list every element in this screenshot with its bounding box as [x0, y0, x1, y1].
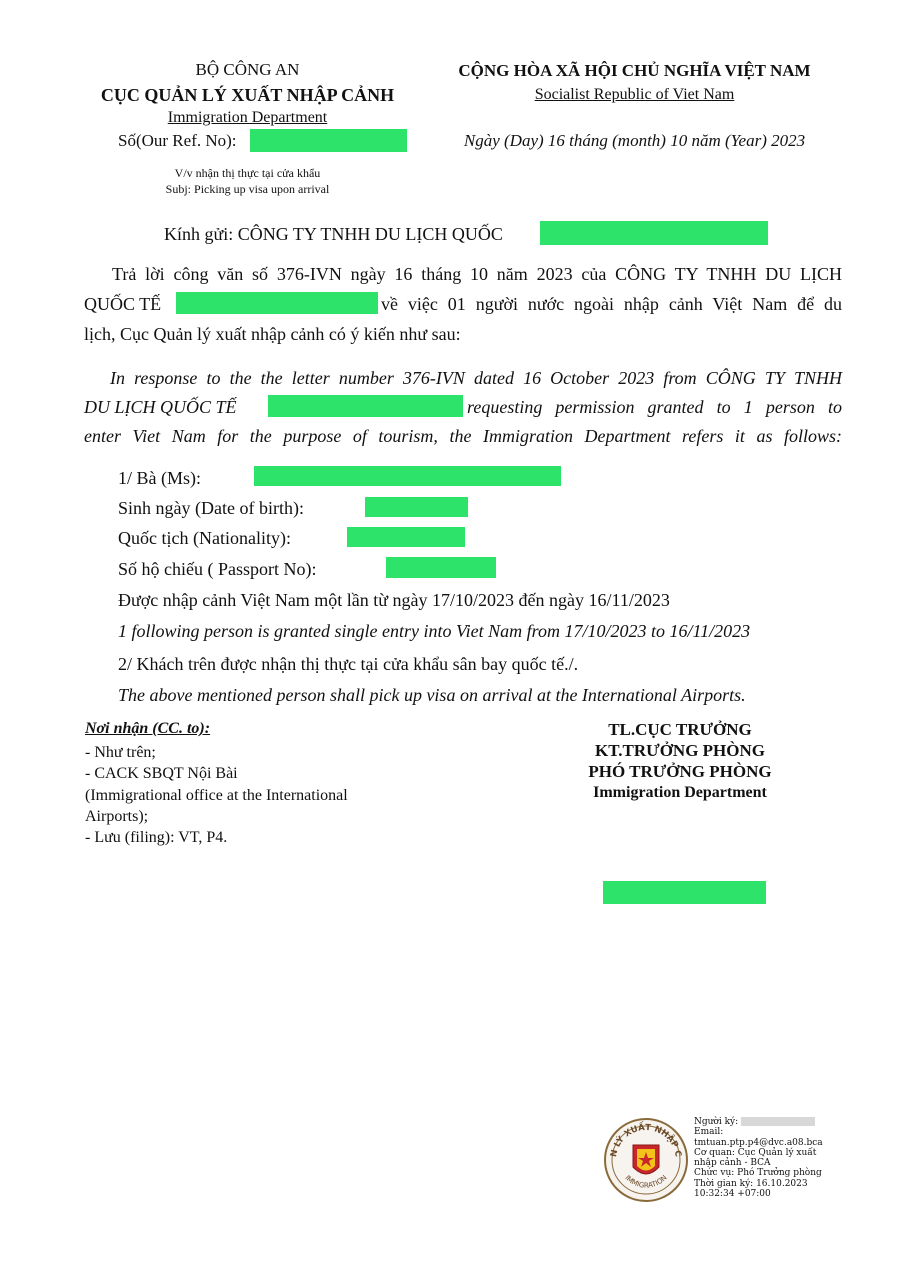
entry-vi: Được nhập cảnh Việt Nam một lần từ ngày 17/10/2023 đến ngày 16/11/2023 [118, 590, 670, 610]
agency-label: Cơ quan: [694, 1147, 735, 1158]
para-vi-line2b: về việc 01 người nước ngoài nhập cảnh Việt Nam để du [381, 294, 842, 314]
para-en-line3: enter Viet Nam for the purpose of tourism, the Immigration Department refers it as follows: [84, 426, 842, 446]
document-date: Ngày (Day) 16 tháng (month) 10 năm (Year) 2023 [463, 131, 806, 150]
dob-label: Sinh ngày (Date of birth): [118, 498, 304, 518]
redacted-company-name-3 [268, 395, 463, 417]
para-vi-line2a: QUỐC TẾ [84, 294, 162, 314]
seal-bottom-text: IMMIGRATION [623, 1173, 669, 1190]
greeting: Kính gửi: CÔNG TY TNHH DU LỊCH QUỐC [164, 224, 503, 244]
recipients-title: Nơi nhận (CC. to): [85, 720, 211, 737]
digital-signature-info [694, 1117, 823, 1199]
signer-label: Người ký: [694, 1117, 739, 1127]
time-value-2: 10:32:34 +07:00 [694, 1189, 771, 1200]
subject-vi: V/v nhận thị thực tại cửa khẩu [174, 166, 321, 180]
country-name-en: Socialist Republic of Viet Nam [534, 86, 735, 103]
position-value: Phó Trưởng phòng [737, 1168, 822, 1179]
ministry-name: BỘ CÔNG AN [195, 60, 300, 79]
immigration-seal-icon [603, 1117, 689, 1203]
agency-value-2: nhập cảnh - BCA [694, 1158, 771, 1169]
redacted-company-name-2 [176, 292, 378, 314]
email-value: tmtuan.ptp.p4@dvc.a08.bca [694, 1137, 823, 1148]
passport-label: Số hộ chiếu ( Passport No): [118, 559, 317, 579]
para-en-line2a: DU LỊCH QUỐC TẾ [84, 397, 237, 417]
department-name: CỤC QUẢN LÝ XUẤT NHẬP CẢNH [100, 85, 395, 105]
department-name-en: Immigration Department [167, 109, 328, 126]
subject-en: Subj: Picking up visa upon arrival [165, 182, 330, 196]
signature-line3: PHÓ TRƯỞNG PHÒNG [588, 762, 772, 781]
redacted-nationality [347, 527, 465, 547]
redacted-passport [386, 557, 496, 578]
para-vi-line3: lịch, Cục Quản lý xuất nhập cảnh có ý kiến như sau: [84, 324, 461, 344]
seal-top-text: N LÝ XUẤT NHẬP C [609, 1122, 683, 1158]
position-label: Chức vụ: [694, 1168, 735, 1179]
para-en-line1: In response to the the letter number 376-IVN dated 16 October 2023 from CÔNG TY TNHH [110, 368, 842, 388]
agency-value: Cục Quản lý xuất [737, 1147, 817, 1158]
redacted-ref-number [250, 129, 407, 152]
time-value: 16.10.2023 [756, 1178, 808, 1189]
recipients-line2: - CACK SBQT Nội Bài [85, 765, 238, 782]
recipients-line1: - Như trên; [85, 744, 156, 761]
email-label: Email: [694, 1127, 724, 1138]
recipients-line4: Airports); [85, 808, 149, 825]
nationality-label: Quốc tịch (Nationality): [118, 528, 291, 548]
signature-line2: KT.TRƯỞNG PHÒNG [595, 741, 765, 760]
time-label: Thời gian ký: [694, 1178, 754, 1189]
para-en-line2b: requesting permission granted to 1 person to [467, 397, 842, 417]
redacted-signer-name [603, 881, 766, 904]
para-vi-line1: Trả lời công văn số 376-IVN ngày 16 tháng 10 năm 2023 của CÔNG TY TNHH DU LỊCH [112, 264, 842, 284]
recipients-line5: - Lưu (filing): VT, P4. [85, 829, 228, 846]
redacted-signer [741, 1117, 815, 1126]
name-label: 1/ Bà (Ms): [118, 468, 201, 488]
recipients-line3: (Immigrational office at the International [85, 787, 348, 804]
redacted-company-name [540, 221, 768, 245]
entry-en: 1 following person is granted single entry into Viet Nam from 17/10/2023 to 16/11/2023 [118, 621, 751, 641]
ref-label: Số(Our Ref. No): [118, 131, 237, 150]
redacted-name [254, 466, 561, 486]
signature-line4: Immigration Department [593, 784, 767, 801]
country-name: CỘNG HÒA XÃ HỘI CHỦ NGHĨA VIỆT NAM [458, 61, 811, 80]
visa-vi: 2/ Khách trên được nhận thị thực tại cửa khẩu sân bay quốc tế./. [118, 654, 579, 674]
visa-en: The above mentioned person shall pick up visa on arrival at the International Airports. [118, 685, 746, 705]
redacted-dob [365, 497, 468, 517]
signature-line1: TL.CỤC TRƯỞNG [608, 720, 752, 739]
